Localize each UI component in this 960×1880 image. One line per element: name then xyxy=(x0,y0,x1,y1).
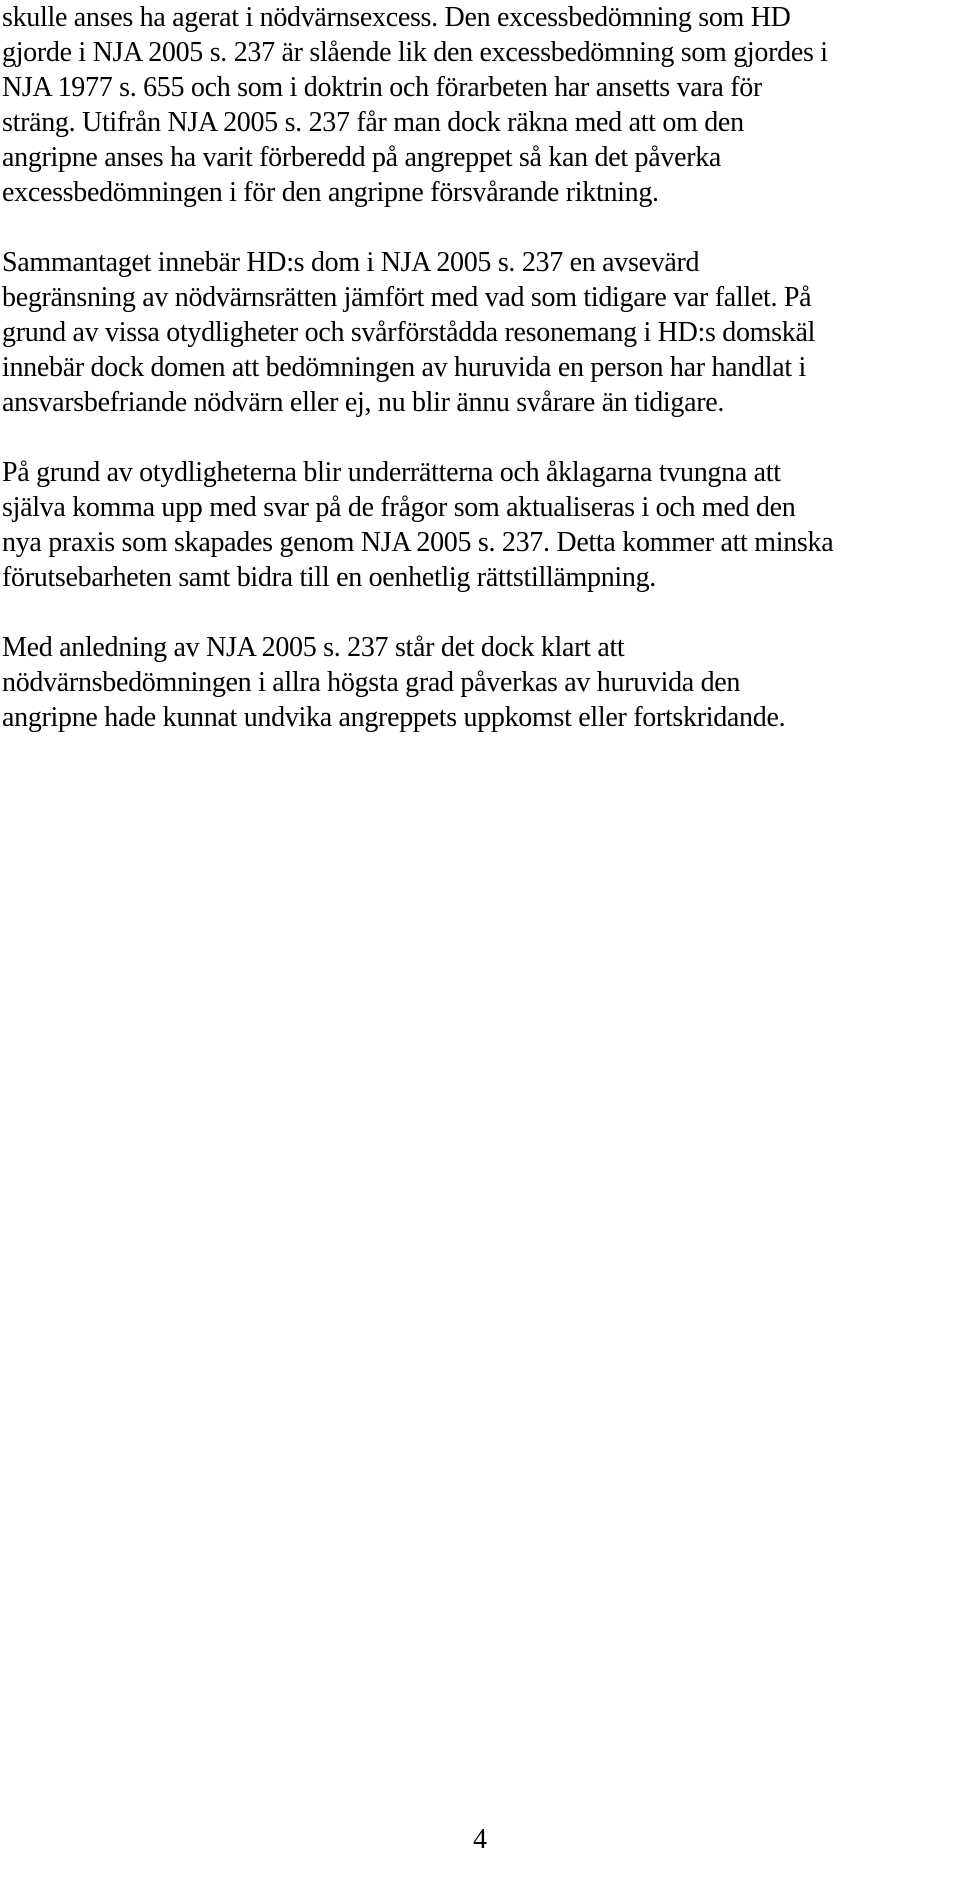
text-line: nya praxis som skapades genom NJA 2005 s. 237. Detta kommer att minska xyxy=(2,527,834,558)
text-line: gjorde i NJA 2005 s. 237 är slående lik den excessbedömning som gjordes i xyxy=(2,37,828,68)
paragraph-excess-assessment xyxy=(2,0,957,210)
text-line: sträng. Utifrån NJA 2005 s. 237 får man dock räkna med att om den xyxy=(2,107,744,138)
text-line: NJA 1977 s. 655 och som i doktrin och förarbeten har ansetts vara för xyxy=(2,72,763,103)
text-line: begränsning av nödvärnsrätten jämfört med vad som tidigare var fallet. På xyxy=(2,282,812,313)
text-line: ansvarsbefriande nödvärn eller ej, nu blir ännu svårare än tidigare. xyxy=(2,387,725,418)
text-line: förutsebarheten samt bidra till en oenhetlig rättstillämpning. xyxy=(2,562,657,593)
page-number: 4 xyxy=(473,1824,487,1855)
text-line: Sammantaget innebär HD:s dom i NJA 2005 s. 237 en avsevärd xyxy=(2,247,700,278)
text-line: angripne anses ha varit förberedd på angreppet så kan det påverka xyxy=(2,142,722,173)
document-body xyxy=(2,0,957,735)
text-line: Med anledning av NJA 2005 s. 237 står det dock klart att xyxy=(2,632,625,663)
text-line: grund av vissa otydligheter och svårförstådda resonemang i HD:s domskäl xyxy=(2,317,816,348)
text-line: innebär dock domen att bedömningen av huruvida en person har handlat i xyxy=(2,352,806,383)
text-line: nödvärnsbedömningen i allra högsta grad påverkas av huruvida den xyxy=(2,667,741,698)
text-line: själva komma upp med svar på de frågor som aktualiseras i och med den xyxy=(2,492,796,523)
paragraph-unclarity xyxy=(2,455,957,595)
text-line: skulle anses ha agerat i nödvärnsexcess. Den excessbedömning som HD xyxy=(2,2,791,33)
paragraph-conclusion xyxy=(2,630,957,735)
text-line: På grund av otydligheterna blir underrätterna och åklagarna tvungna att xyxy=(2,457,781,488)
text-line: excessbedömningen i för den angripne försvårande riktning. xyxy=(2,177,659,208)
paragraph-summary xyxy=(2,245,957,420)
text-line: angripne hade kunnat undvika angreppets uppkomst eller fortskridande. xyxy=(2,702,786,733)
